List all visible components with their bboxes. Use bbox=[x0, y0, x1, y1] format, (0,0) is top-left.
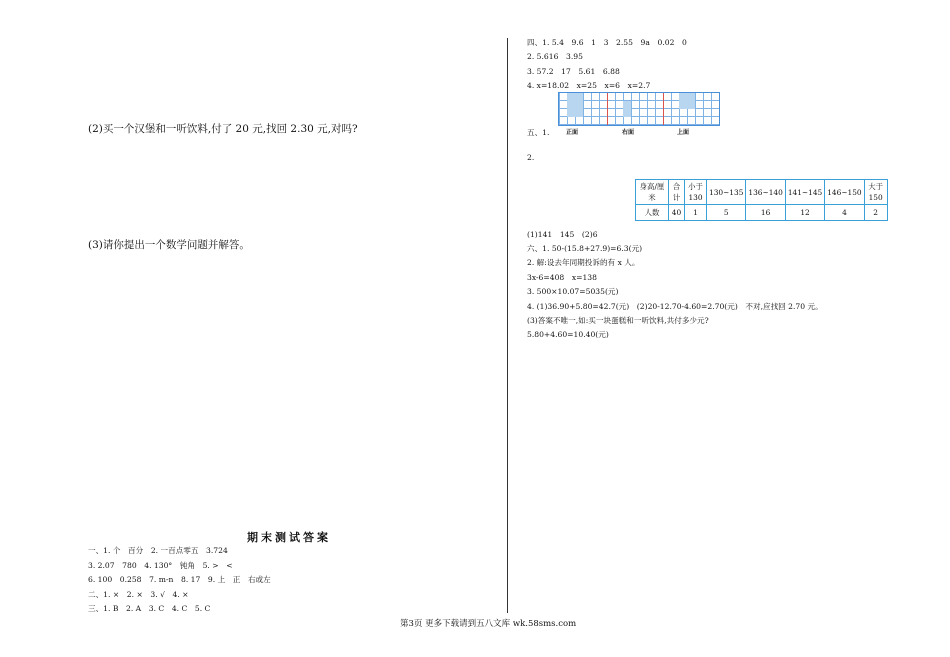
table-cell: 136~140 bbox=[746, 180, 785, 205]
answer-line: 三、1. B 2. A 3. C 4. C 5. C bbox=[88, 604, 211, 613]
answer-line: 3x-6=408 x=138 bbox=[527, 273, 597, 282]
answer-line: 4. (1)36.90+5.80=42.7(元) (2)20-12.70-4.60=2.70(元) 不对,应找回 2.70 元。 bbox=[527, 302, 823, 311]
view-label: 上面 bbox=[677, 129, 690, 136]
table-cell: 4 bbox=[825, 205, 864, 221]
column-divider bbox=[507, 38, 508, 613]
answer-line: 2. 解:设去年同期投诉的有 x 人。 bbox=[527, 258, 640, 267]
table-cell: 合计 bbox=[669, 180, 685, 205]
answer-line: 四、1. 5.4 9.6 1 3 2.55 9a 0.02 0 bbox=[527, 38, 687, 47]
table-cell: 小于130 bbox=[685, 180, 707, 205]
answer-line: 3. 57.2 17 5.61 6.88 bbox=[527, 67, 620, 76]
answer-line: (1)141 145 (2)6 bbox=[527, 230, 598, 239]
table-cell: 12 bbox=[785, 205, 824, 221]
answer-line: 2. 5.616 3.95 bbox=[527, 52, 583, 61]
answer-line: 2. bbox=[527, 153, 535, 162]
page-footer: 第3页 更多下载请到五八文库 wk.58sms.com bbox=[400, 619, 577, 629]
view-label: 右面 bbox=[622, 129, 635, 136]
table-cell: 130~135 bbox=[707, 180, 746, 205]
question-2: (2)买一个汉堡和一听饮料,付了 20 元,找回 2.30 元,对吗? bbox=[88, 123, 358, 135]
table-cell: 人数 bbox=[636, 205, 669, 221]
table-cell: 1 bbox=[685, 205, 707, 221]
answers-title: 期末测试答案 bbox=[247, 531, 331, 544]
question-3: (3)请你提出一个数学问题并解答。 bbox=[88, 239, 250, 251]
table-cell: 2 bbox=[864, 205, 887, 221]
table-row bbox=[636, 180, 888, 205]
answer-line: 六、1. 50-(15.8+27.9)=6.3(元) bbox=[527, 244, 643, 253]
answer-line: (3)答案不唯一,如:买一块蛋糕和一听饮料,共付多少元? bbox=[527, 316, 709, 325]
table-cell: 5 bbox=[707, 205, 746, 221]
answer-line: 二、1. × 2. × 3. √ 4. × bbox=[88, 590, 189, 599]
table-row bbox=[636, 205, 888, 221]
table-cell: 146~150 bbox=[825, 180, 864, 205]
answer-line: 3. 2.07 780 4. 130° 钝角 5. > < bbox=[88, 561, 233, 570]
height-table bbox=[635, 179, 888, 221]
table-cell: 40 bbox=[669, 205, 685, 221]
view-label: 正面 bbox=[566, 129, 579, 136]
answer-line: 一、1. 个 百分 2. 一百点零五 3.724 bbox=[88, 546, 228, 555]
answer-line: 3. 500×10.07=5035(元) bbox=[527, 287, 619, 296]
answer-line: 5.80+4.60=10.40(元) bbox=[527, 330, 609, 339]
answer-line: 4. x=18.02 x=25 x=6 x=2.7 bbox=[527, 81, 651, 90]
table-cell: 16 bbox=[746, 205, 785, 221]
table-cell: 141~145 bbox=[785, 180, 824, 205]
table-cell: 大于150 bbox=[864, 180, 887, 205]
answer-line: 五、1. bbox=[527, 128, 550, 137]
answer-line: 6. 100 0.258 7. m-n 8. 17 9. 上 正 右或左 bbox=[88, 575, 271, 584]
table-cell: 身高/厘米 bbox=[636, 180, 669, 205]
view-grid-figure bbox=[558, 92, 720, 126]
